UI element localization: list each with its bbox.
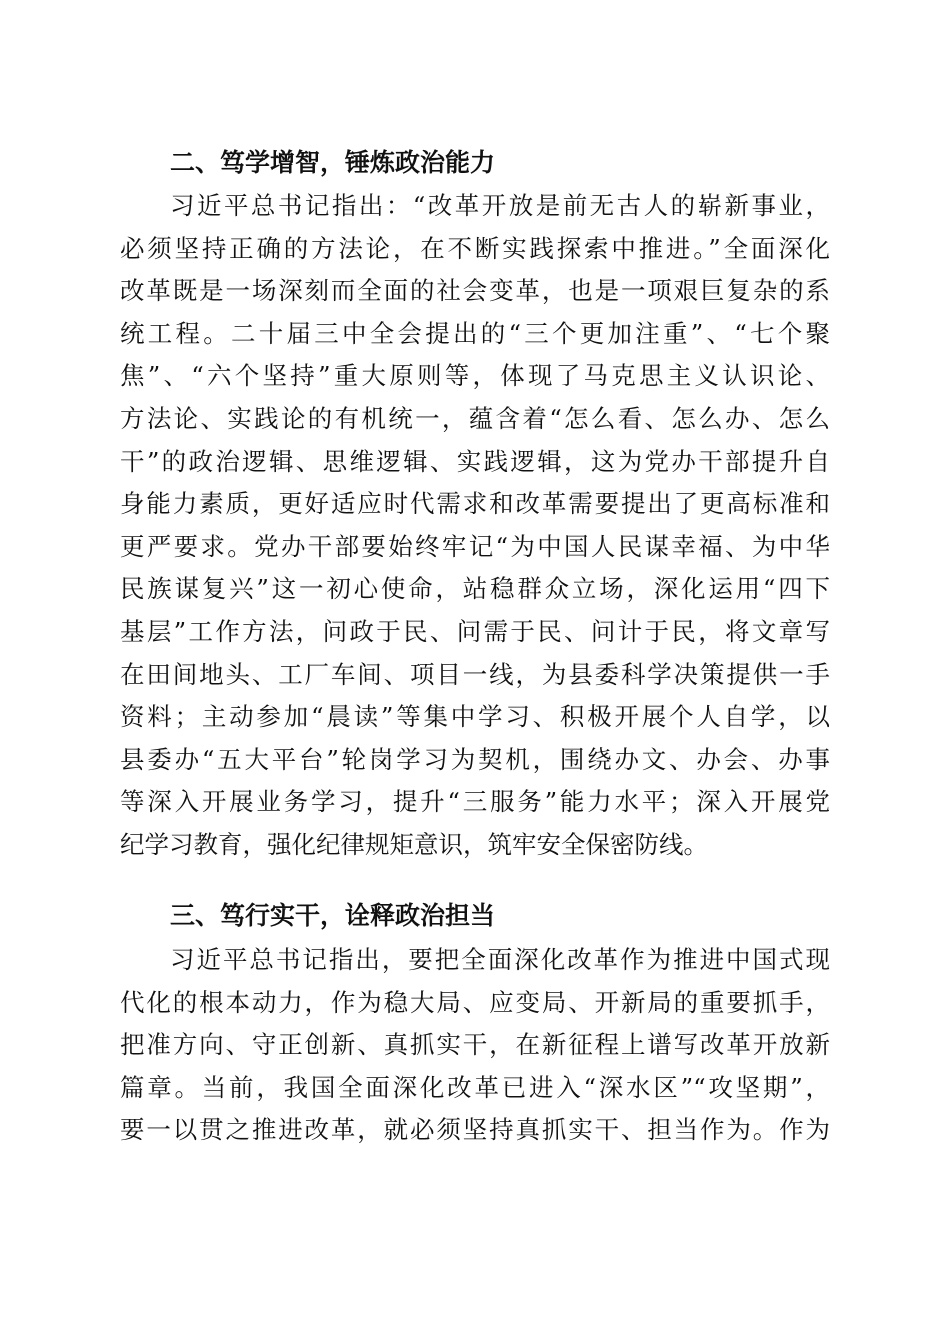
text-line: 必须坚持正确的方法论，在不断实践探索中推进。”全面深化: [120, 233, 830, 263]
text-line: 干”的政治逻辑、思维逻辑、实践逻辑，这为党办干部提升自: [120, 446, 830, 476]
text-line: 资料；主动参加“晨读”等集中学习、积极开展个人自学，以: [120, 702, 830, 732]
text-line: 身能力素质，更好适应时代需求和改革需要提出了更高标准和: [120, 489, 830, 519]
text-line: 习近平总书记指出：“改革开放是前无古人的崭新事业，: [170, 191, 830, 220]
text-line: 改革既是一场深刻而全面的社会变革，也是一项艰巨复杂的系: [120, 276, 830, 306]
text-line: 纪学习教育，强化纪律规矩意识，筑牢安全保密防线。: [120, 829, 708, 859]
section-heading-2: 二、笃学增智，锤炼政治能力: [170, 148, 496, 177]
text-line: 要一以贯之推进改革，就必须坚持真抓实干、担当作为。作为: [120, 1115, 830, 1145]
text-line: 等深入开展业务学习，提升“三服务”能力水平；深入开展党: [120, 787, 830, 817]
text-line: 更严要求。党办干部要始终牢记“为中国人民谋幸福、为中华: [120, 531, 830, 561]
text-line: 焦”、“六个坚持”重大原则等，体现了马克思主义认识论、: [120, 361, 830, 391]
text-line: 习近平总书记指出，要把全面深化改革作为推进中国式现: [170, 945, 830, 974]
text-line: 篇章。当前，我国全面深化改革已进入“深水区”“攻坚期”，: [120, 1072, 830, 1102]
text-line: 代化的根本动力，作为稳大局、应变局、开新局的重要抓手，: [120, 987, 830, 1017]
section-heading-3: 三、笃行实干，诠释政治担当: [170, 901, 496, 930]
text-line: 把准方向、守正创新、真抓实干，在新征程上谱写改革开放新: [120, 1030, 830, 1060]
paragraph-section-3: [120, 939, 830, 1152]
text-line: 统工程。二十届三中全会提出的“三个更加注重”、“七个聚: [120, 318, 830, 348]
text-line: 县委办“五大平台”轮岗学习为契机，围绕办文、办会、办事: [120, 744, 830, 774]
text-line: 基层”工作方法，问政于民、问需于民、问计于民，将文章写: [120, 616, 830, 646]
text-line: 在田间地头、工厂车间、项目一线，为县委科学决策提供一手: [120, 659, 830, 689]
paragraph-section-2: [120, 185, 830, 867]
text-line: 方法论、实践论的有机统一，蕴含着“怎么看、怎么办、怎么: [120, 403, 830, 433]
text-line: 民族谋复兴”这一初心使命，站稳群众立场，深化运用“四下: [120, 574, 830, 604]
